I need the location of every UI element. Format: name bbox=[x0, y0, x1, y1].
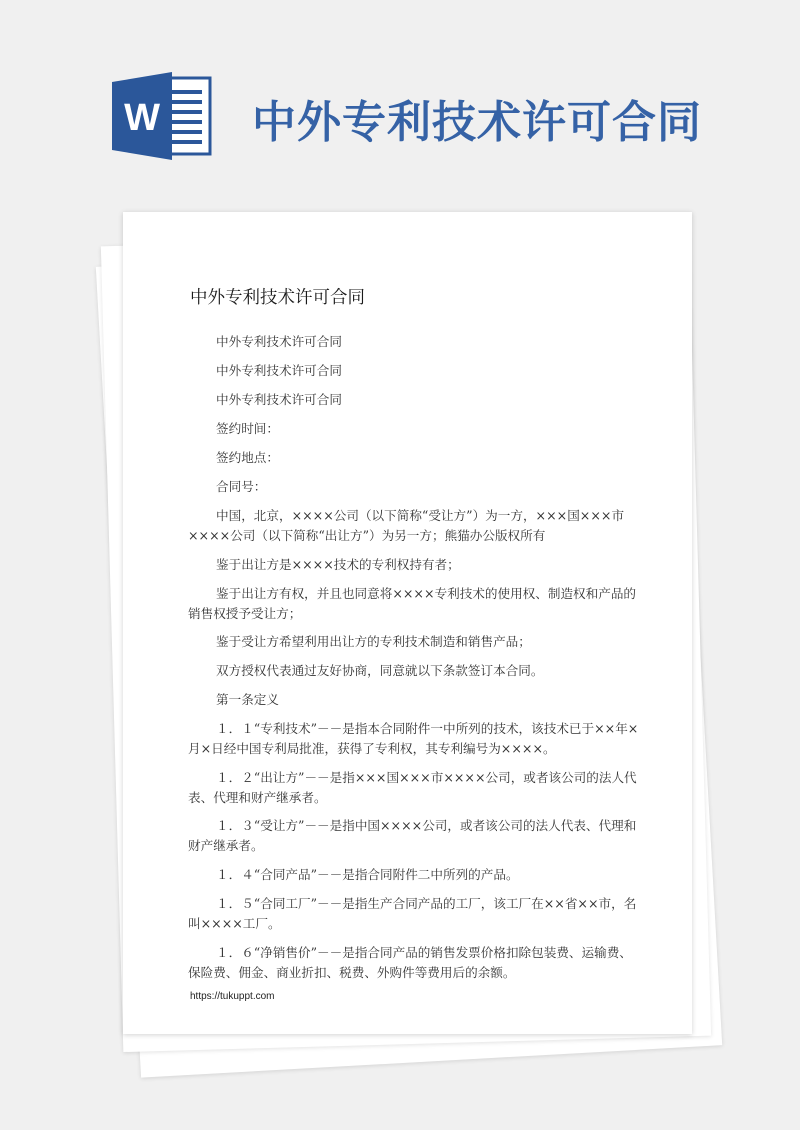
document-paragraph: 合同号： bbox=[216, 479, 267, 494]
document-paragraph: １．１“专利技术”－－是指本合同附件一中所列的技术，该技术已于××年×月×日经中国专利局批准，获得了专利权，其专利编号为××××。 bbox=[188, 720, 639, 756]
document-paragraph: 签约地点： bbox=[216, 450, 279, 465]
document-paragraph: １．４“合同产品”－－是指合同附件二中所列的产品。 bbox=[216, 867, 519, 883]
document-paragraph: １．５“合同工厂”－－是指生产合同产品的工厂，该工厂在××省××市，名叫××××工厂。 bbox=[188, 895, 637, 931]
footer-url: https://tukuppt.com bbox=[190, 991, 275, 1002]
document-paragraph: 中外专利技术许可合同 bbox=[216, 392, 342, 407]
document-paragraph: 中外专利技术许可合同 bbox=[216, 363, 342, 378]
word-icon bbox=[112, 72, 214, 160]
document-section-heading: 第一条定义 bbox=[216, 691, 279, 707]
document-paragraph: 中外专利技术许可合同 bbox=[216, 334, 342, 349]
document-paragraph: １．６“净销售价”－－是指合同产品的销售发票价格扣除包装费、运输费、保险费、佣金、商业折扣、税费、外购件等费用后的余额。 bbox=[188, 944, 632, 980]
document-paragraph: 中国，北京，××××公司（以下简称“受让方”）为一方，×××国×××市××××公司（以下简称“出让方”）为另一方；熊猫办公版权所有 bbox=[188, 508, 625, 543]
document-title: 中外专利技术许可合同 bbox=[190, 288, 365, 308]
document-paragraph: 鉴于出让方是××××技术的专利权持有者； bbox=[216, 556, 460, 572]
document-body bbox=[188, 332, 640, 992]
document-paragraph: 鉴于受让方希望利用出让方的专利技术制造和销售产品； bbox=[216, 634, 531, 650]
document-paragraph: 双方授权代表通过友好协商，同意就以下条款签订本合同。 bbox=[216, 663, 544, 679]
document-paragraph: 签约时间： bbox=[216, 421, 279, 436]
word-icon-letter: W bbox=[124, 97, 160, 139]
header-title: 中外专利技术许可合同 bbox=[252, 97, 702, 148]
document-paragraph: 鉴于出让方有权，并且也同意将××××专利技术的使用权、制造权和产品的销售权授予受让方； bbox=[188, 585, 637, 621]
document-paragraph: １．３“受让方”－－是指中国××××公司，或者该公司的法人代表、代理和财产继承者。 bbox=[188, 818, 637, 854]
document-paragraph: １．２“出让方”－－是指×××国×××市××××公司，或者该公司的法人代表、代理和财产继承者。 bbox=[188, 769, 637, 805]
